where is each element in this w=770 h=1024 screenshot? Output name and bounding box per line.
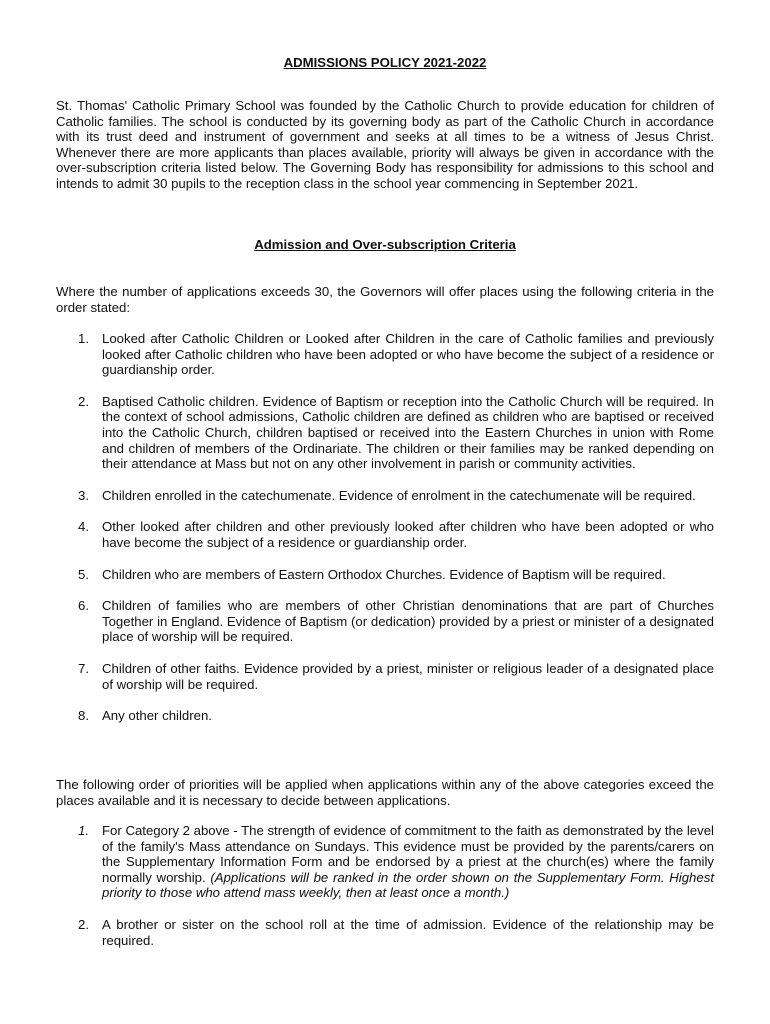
list-item <box>56 394 714 472</box>
list-item <box>56 331 714 378</box>
list-item <box>56 567 714 583</box>
list-item-number: 5. <box>78 566 89 582</box>
list-item <box>56 823 714 901</box>
list-item-number: 1. <box>78 331 89 346</box>
list-item <box>56 917 714 948</box>
list-item-text: For Category 2 above - The strength of evidence of commitment to the faith as demonstrated by the level of the family's Mass attendance on Sundays. This evidence must be provided by the parents/carers on the Supplementary Information Form and be endorsed by a priest at the church(es) where the family normally worship. <box>102 823 714 885</box>
list-item-number: 1. <box>78 823 89 838</box>
list-item-text: Children of other faiths. Evidence provided by a priest, minister or religious leader of a designated place of worship will be required. <box>102 660 714 692</box>
list-item-number: 7. <box>78 660 89 676</box>
list-item-text: Children of families who are members of other Christian denominations that are part of Churches Together in England. Evidence of Baptism (or dedication) provided by a priest or minister of a designated place of worship will be required. <box>102 598 714 645</box>
criteria-heading: Admission and Over-subscription Criteria <box>254 237 516 252</box>
criteria-intro-paragraph: Where the number of applications exceeds 30, the Governors will offer places using the following criteria in the order stated: <box>56 284 714 315</box>
list-item-number: 2. <box>78 916 89 932</box>
page-title: ADMISSIONS POLICY 2021-2022 <box>283 55 487 70</box>
list-item-text: A brother or sister on the school roll at the time of admission. Evidence of the relationship may be required. <box>102 916 714 948</box>
list-item-text: Children enrolled in the catechumenate. Evidence of enrolment in the catechumenate will be required. <box>102 487 696 503</box>
criteria-list <box>56 331 714 740</box>
list-item-italic-note: (Applications will be ranked in the order shown on the Supplementary Form. Highest priority to those who attend mass weekly, then at least once a month.) <box>102 869 714 901</box>
list-item <box>56 661 714 692</box>
priorities-list <box>56 823 714 964</box>
list-item <box>56 598 714 645</box>
list-item-number: 8. <box>78 708 89 724</box>
list-item-number: 6. <box>78 598 89 614</box>
list-item-text: Any other children. <box>102 708 212 724</box>
list-item-number: 3. <box>78 487 89 503</box>
priorities-intro-paragraph: The following order of priorities will be applied when applications within any of the above categories exceed the places available and it is necessary to decide between applications. <box>56 777 714 808</box>
list-item-text: Baptised Catholic children. Evidence of Baptism or reception into the Catholic Church will be required. In the context of school admissions, Catholic children are defined as children who are baptised or received into the Catholic Church, children baptised or received into the Eastern Churches in union with Rome and children of members of the Ordinariate. The children or their families may be ranked depending on their attendance at Mass but not on any other involvement in parish or community activities. <box>102 393 714 472</box>
list-item <box>56 519 714 550</box>
list-item-text: Other looked after children and other previously looked after children who have been adopted or who have become the subject of a residence or guardianship order. <box>102 519 714 550</box>
list-item-number: 2. <box>78 393 89 409</box>
list-item-number: 4. <box>78 519 89 535</box>
list-item-text: Children who are members of Eastern Orthodox Churches. Evidence of Baptism will be required. <box>102 566 666 582</box>
list-item-text: Looked after Catholic Children or Looked after Children in the care of Catholic families and previously looked after Catholic children who have been adopted or who have become the subject of a residence or guardianship order. <box>102 331 714 378</box>
list-item <box>56 488 714 504</box>
list-item <box>56 708 714 724</box>
intro-paragraph: St. Thomas' Catholic Primary School was founded by the Catholic Church to provide education for children of Catholic families. The school is conducted by its governing body as part of the Catholic Church in accordance with its trust deed and instrument of government and seeks at all times to be a witness of Jesus Christ. Whenever there are more applicants than places available, priority will always be given in accordance with the over-subscription criteria listed below. The Governing Body has responsibility for admissions to this school and intends to admit 30 pupils to the reception class in the school year commencing in September 2021. <box>56 98 714 191</box>
